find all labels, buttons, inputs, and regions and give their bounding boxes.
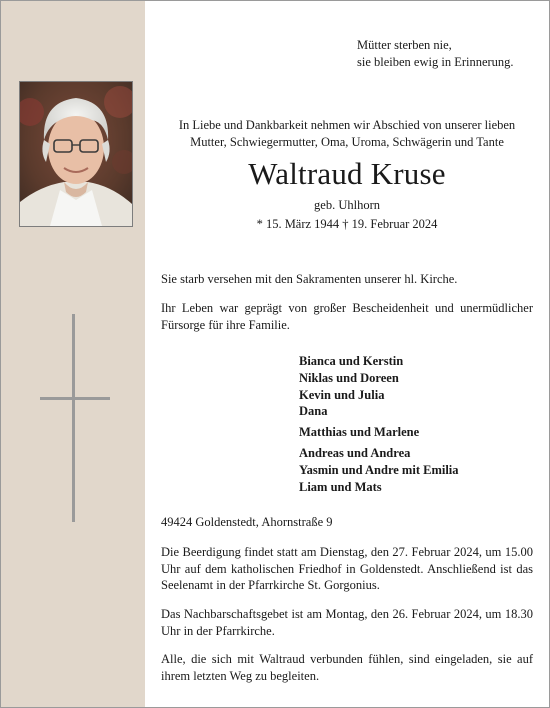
family-group (299, 445, 533, 495)
invitation-paragraph: Alle, die sich mit Waltraud verbunden fühlen, sind eingeladen, sie auf ihrem letzten Weg zu begleiten. (161, 652, 533, 683)
intro-text: In Liebe und Dankbarkeit nehmen wir Abschied von unserer lieben Mutter, Schwiegermutter, Oma, Uroma, Schwägerin und Tante (178, 118, 516, 149)
motto-line-2: sie bleiben ewig in Erinnerung. (357, 54, 514, 69)
family-group (299, 424, 533, 441)
sacraments-paragraph: Sie starb versehen mit den Sakramenten unserer hl. Kirche. (161, 272, 458, 286)
prayer-paragraph: Das Nachbarschaftsgebet ist am Montag, den 26. Februar 2024, um 18.30 Uhr in der Pfarrkirche. (161, 607, 533, 638)
cross-horizontal-bar (40, 397, 110, 400)
sidebar-panel (1, 1, 145, 707)
portrait-photo (19, 81, 133, 227)
family-member: Kevin und Julia (299, 387, 385, 402)
family-member: Liam und Mats (299, 479, 382, 494)
address: 49424 Goldenstedt, Ahornstraße 9 (161, 515, 333, 529)
family-member: Andreas und Andrea (299, 445, 411, 460)
motto-line-1: Mütter sterben nie, (357, 38, 452, 52)
life-dates: * 15. März 1944 † 19. Februar 2024 (256, 217, 438, 231)
family-group (299, 353, 533, 420)
motto (357, 37, 537, 70)
deceased-name: Waltraud Kruse (248, 156, 446, 191)
life-paragraph: Ihr Leben war geprägt von großer Bescheidenheit und unermüdlicher Fürsorge für ihre Familie. (161, 301, 533, 332)
birth-name: geb. Uhlhorn (314, 198, 380, 212)
family-member: Yasmin und Andre mit Emilia (299, 462, 459, 477)
family-member: Matthias und Marlene (299, 425, 420, 440)
family-member: Bianca und Kerstin (299, 354, 404, 368)
burial-paragraph: Die Beerdigung findet statt am Dienstag, den 27. Februar 2024, um 15.00 Uhr auf dem katholischen Friedhof in Goldenstedt. Anschließend ist das Seelenamt in der Pfarrkirche St. Gorgonius. (161, 545, 533, 592)
family-list (299, 353, 533, 499)
portrait-image (20, 82, 132, 226)
family-member: Niklas und Doreen (299, 370, 399, 385)
cross-vertical-bar (72, 314, 75, 522)
family-member: Dana (299, 404, 328, 419)
